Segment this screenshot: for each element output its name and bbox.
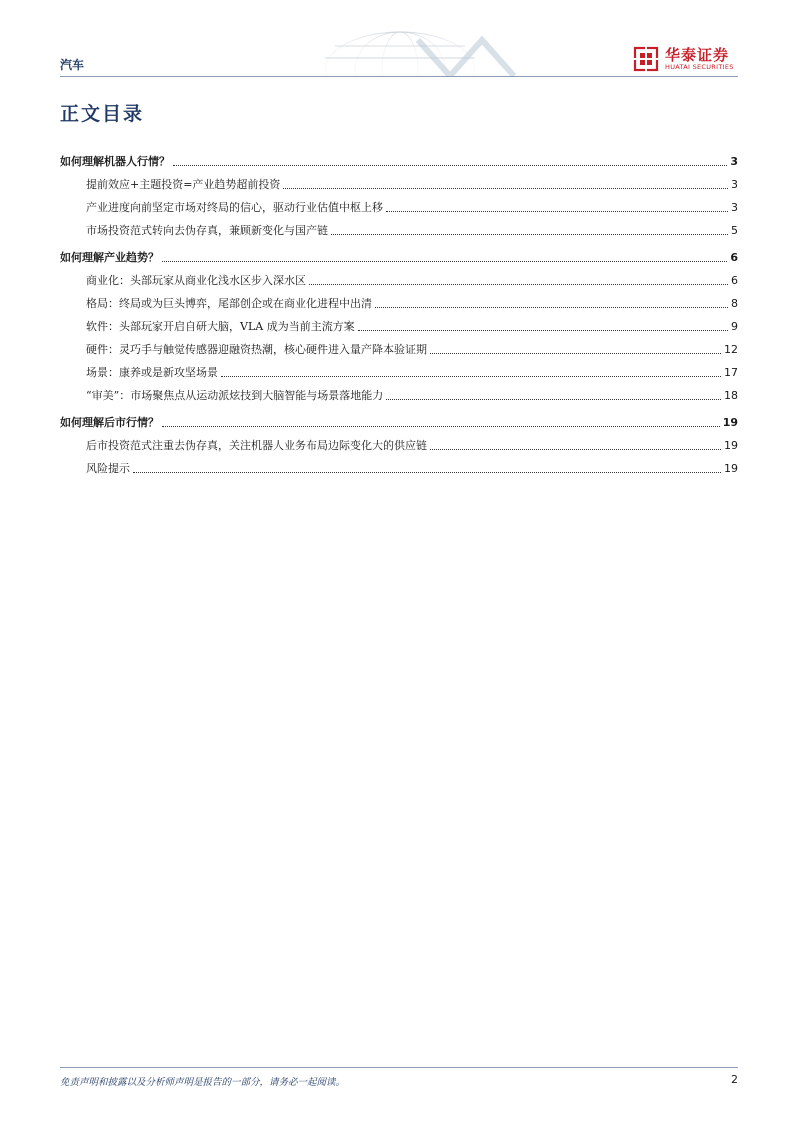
toc-entry-level2[interactable] bbox=[60, 288, 738, 311]
toc-entry-text: 如何理解后市行情？ bbox=[60, 416, 159, 429]
toc-entry-level1[interactable] bbox=[60, 407, 738, 430]
toc-entry-level2[interactable] bbox=[60, 265, 738, 288]
toc-entry-page: 3 bbox=[731, 201, 738, 214]
toc-entry-text: 后市投资范式注重去伪存真，关注机器人业务布局边际变化大的供应链 bbox=[86, 439, 427, 452]
toc-leader-dots bbox=[221, 376, 721, 377]
toc-entry-page: 19 bbox=[724, 439, 738, 452]
brand-name-en: HUATAI SECURITIES bbox=[665, 63, 734, 71]
toc-entry-text: 软件：头部玩家开启自研大脑，VLA 成为当前主流方案 bbox=[86, 320, 355, 333]
toc-entry-level2[interactable] bbox=[60, 192, 738, 215]
toc-leader-dots bbox=[386, 399, 721, 400]
toc-entry-page: 5 bbox=[731, 224, 738, 237]
toc-entry-level2[interactable] bbox=[60, 453, 738, 476]
toc-entry-page: 3 bbox=[731, 178, 738, 191]
footer-divider bbox=[60, 1067, 738, 1068]
toc-leader-dots bbox=[430, 449, 721, 450]
toc-entry-page: 9 bbox=[731, 320, 738, 333]
toc-entry-text: 风险提示 bbox=[86, 462, 130, 475]
toc-entry-text: 商业化：头部玩家从商业化浅水区步入深水区 bbox=[86, 274, 306, 287]
brand-name-cn: 华泰证券 bbox=[665, 46, 730, 64]
page-number: 2 bbox=[731, 1073, 738, 1086]
toc-entry-text: 格局：终局或为巨头博弈，尾部创企或在商业化进程中出清 bbox=[86, 297, 372, 310]
toc-entry-text: 如何理解机器人行情？ bbox=[60, 155, 170, 168]
header-section-label: 汽车 bbox=[60, 58, 85, 72]
toc-leader-dots bbox=[430, 353, 721, 354]
toc-entry-level2[interactable] bbox=[60, 311, 738, 334]
toc-entry-level2[interactable] bbox=[60, 380, 738, 403]
toc-entry-text: 提前效应+主题投资=产业趋势超前投资 bbox=[86, 178, 281, 191]
toc-entry-text: 产业进度向前坚定市场对终局的信心，驱动行业估值中枢上移 bbox=[86, 201, 383, 214]
toc-title: 正文目录 bbox=[60, 103, 145, 125]
toc-entry-page: 8 bbox=[731, 297, 738, 310]
toc-entry-page: 6 bbox=[731, 274, 738, 287]
toc-leader-dots bbox=[358, 330, 728, 331]
huatai-logo bbox=[633, 44, 743, 74]
toc-leader-dots bbox=[162, 261, 727, 262]
globe-watermark-icon bbox=[300, 30, 530, 76]
toc-entry-level2[interactable] bbox=[60, 334, 738, 357]
toc-entry-level2[interactable] bbox=[60, 430, 738, 453]
toc-entry-page: 6 bbox=[730, 251, 738, 264]
toc-entry-level1[interactable] bbox=[60, 242, 738, 265]
toc-entry-level2[interactable] bbox=[60, 215, 738, 238]
toc-entry-level1[interactable] bbox=[60, 146, 738, 169]
toc-entry-level2[interactable] bbox=[60, 169, 738, 192]
header-divider bbox=[60, 76, 738, 77]
toc-entry-text: “审美”：市场聚焦点从运动派炫技到大脑智能与场景落地能力 bbox=[86, 389, 384, 402]
toc-entry-page: 12 bbox=[724, 343, 738, 356]
toc-leader-dots bbox=[283, 188, 728, 189]
toc-entry-text: 市场投资范式转向去伪存真，兼顾新变化与国产链 bbox=[86, 224, 328, 237]
toc-leader-dots bbox=[309, 284, 728, 285]
toc-leader-dots bbox=[386, 211, 728, 212]
toc-entry-page: 19 bbox=[724, 462, 738, 475]
toc-leader-dots bbox=[331, 234, 728, 235]
table-of-contents bbox=[60, 146, 738, 476]
toc-entry-level2[interactable] bbox=[60, 357, 738, 380]
huatai-logo-mark-icon bbox=[633, 46, 659, 72]
toc-entry-text: 硬件：灵巧手与触觉传感器迎融资热潮，核心硬件进入量产降本验证期 bbox=[86, 343, 427, 356]
toc-leader-dots bbox=[133, 472, 721, 473]
toc-entry-page: 19 bbox=[722, 416, 738, 429]
toc-entry-page: 17 bbox=[724, 366, 738, 379]
footer-disclaimer: 免责声明和披露以及分析师声明是报告的一部分，请务必一起阅读。 bbox=[60, 1077, 346, 1088]
toc-leader-dots bbox=[173, 165, 727, 166]
toc-entry-page: 18 bbox=[724, 389, 738, 402]
toc-entry-text: 如何理解产业趋势？ bbox=[60, 251, 159, 264]
toc-leader-dots bbox=[162, 426, 720, 427]
toc-entry-page: 3 bbox=[730, 155, 738, 168]
toc-leader-dots bbox=[375, 307, 728, 308]
toc-entry-text: 场景：康养或是新攻坚场景 bbox=[86, 366, 218, 379]
